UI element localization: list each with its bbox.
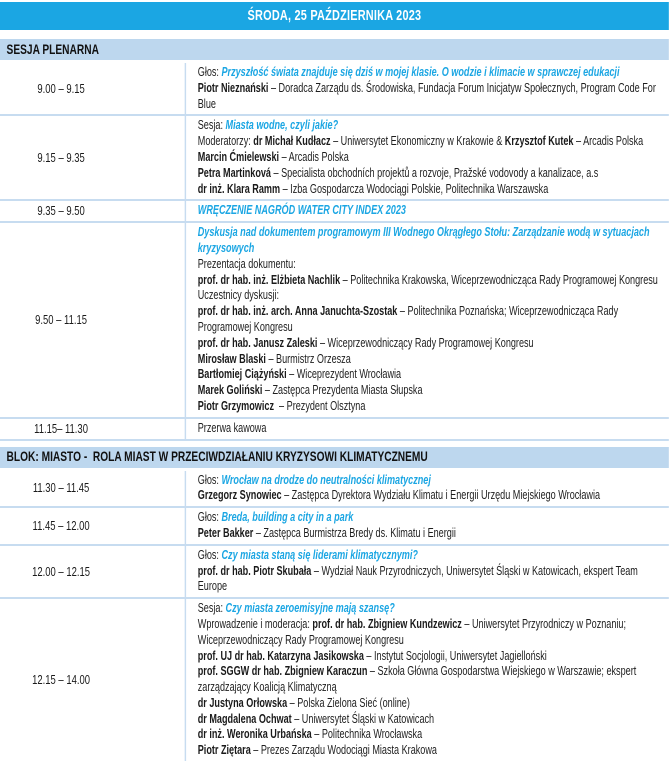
text-segment: dr inż. Klara Ramm — [197, 181, 281, 196]
text-segment: Piotr Nieznański — [197, 80, 269, 95]
text-segment: Krzysztof Kutek — [504, 134, 574, 149]
content-line — [198, 743, 665, 759]
content-cell — [186, 546, 669, 597]
text-segment: Uczestnicy dyskusji: — [197, 288, 280, 303]
time-cell: 9.50 – 11.15 — [0, 223, 186, 417]
section-rows — [0, 471, 669, 762]
time-cell: 11.15– 11.30 — [0, 419, 186, 439]
content-line — [198, 134, 665, 150]
text-segment: Głos: — [197, 472, 222, 487]
text-segment: dr Justyna Orłowska — [197, 695, 288, 710]
content-line — [198, 150, 665, 166]
content-cell — [186, 471, 669, 507]
schedule-row — [0, 546, 669, 599]
text-segment: WRĘCZENIE NAGRÓD WATER CITY INDEX 2023 — [197, 203, 406, 218]
content-cell — [186, 419, 669, 439]
content-line — [198, 336, 665, 352]
time-cell: 12.15 – 14.00 — [0, 599, 186, 761]
text-segment: – Arcadis Polska — [573, 134, 644, 149]
date-banner-text: ŚRODA, 25 PAŹDZIERNIKA 2023 — [247, 7, 422, 25]
section-title: BLOK: MIASTO - ROLA MIAST W PRZECIWDZIAŁANIU KRYZYSOWI KLIMATYCZNEMU — [6, 448, 428, 465]
text-segment: prof. dr hab. Zbigniew Kundzewicz — [312, 616, 462, 631]
text-segment: Głos: — [197, 510, 222, 525]
text-segment: prof. UJ dr hab. Katarzyna Jasikowska — [197, 648, 364, 663]
content-line — [198, 617, 665, 649]
content-line — [198, 510, 665, 526]
text-segment: prof. dr hab. inż. arch. Anna Januchta-Szostak — [197, 304, 398, 319]
content-cell — [186, 201, 669, 221]
text-segment: Czy miasta zeroemisyjne mają szansę? — [225, 601, 395, 616]
text-segment: Prezentacja dokumentu: — [197, 256, 296, 271]
content-line — [198, 399, 665, 415]
text-segment: Miasta wodne, czyli jakie? — [225, 118, 339, 133]
schedule-row — [0, 419, 669, 441]
time-cell: 9.00 – 9.15 — [0, 63, 186, 114]
text-segment: – Zastępca Prezydenta Miasta Słupska — [262, 383, 423, 398]
schedule-row — [0, 471, 669, 509]
schedule-row — [0, 201, 669, 223]
text-segment: – Izba Gospodarcza Wodociągi Polskie, Politechnika Warszawska — [280, 181, 549, 196]
text-segment: – Uniwersytet Śląski w Katowicach — [291, 711, 435, 726]
content-line — [198, 65, 665, 81]
text-segment: prof. dr hab. Janusz Zaleski — [197, 335, 318, 350]
text-segment: – Uniwersytet Ekonomiczny w Krakowie & — [330, 134, 505, 149]
content-line — [198, 273, 665, 289]
content-line — [198, 304, 665, 336]
agenda-section — [0, 39, 669, 441]
text-segment: prof. dr hab. Piotr Skubała — [197, 563, 312, 578]
content-line — [198, 473, 665, 489]
text-segment: – Politechnika Wrocławska — [311, 727, 423, 742]
text-segment: Dyskusja nad dokumentem programowym III Wodnego Okrągłego Stołu: Zarządzanie wodą w sytuacjach kryzysowych — [197, 225, 653, 255]
content-line — [198, 367, 665, 383]
text-segment: – Wiceprzewodniczący Rady Programowej Kongresu — [317, 335, 534, 350]
content-line — [198, 257, 665, 273]
text-segment: Peter Bakker — [197, 525, 254, 540]
agenda-sections — [0, 39, 669, 761]
text-segment: Sesja: — [197, 601, 226, 616]
text-segment: – Politechnika Poznańska; Wiceprzewodnicząca Rady Programowej Kongresu — [197, 304, 621, 334]
text-segment: – Arcadis Polska — [279, 149, 349, 164]
text-segment: – Instytut Socjologii, Uniwersytet Jagielloński — [363, 648, 547, 663]
text-segment: – Wiceprezydent Wrocławia — [286, 367, 402, 382]
text-segment: Piotr Grzymowicz — [197, 398, 274, 413]
text-segment: Petra Martinková — [197, 165, 271, 180]
content-line — [198, 649, 665, 665]
time-cell: 11.45 – 12.00 — [0, 508, 186, 544]
text-segment: Wprowadzenie i moderacja: — [197, 616, 313, 631]
text-segment: – Szkoła Główna Gospodarstwa Wiejskiego w Warszawie; ekspert zarządzający Koalicją Klimatyczną — [197, 664, 639, 695]
section-title: SESJA PLENARNA — [6, 40, 99, 57]
content-line — [198, 526, 665, 542]
content-line — [198, 225, 665, 257]
agenda-canvas — [0, 2, 669, 761]
schedule-row — [0, 599, 669, 761]
text-segment: Grzegorz Synowiec — [197, 488, 282, 503]
content-line — [198, 288, 665, 304]
content-line — [198, 712, 665, 728]
content-cell — [186, 116, 669, 199]
text-segment: dr Magdalena Ochwat — [197, 711, 292, 726]
text-segment: Piotr Ziętara — [197, 743, 251, 758]
text-segment: Przyszłość świata znajduje się dziś w mojej klasie. O wodzie i klimacie w sprawczej edukacji — [221, 65, 620, 79]
text-segment: Głos: — [197, 65, 222, 79]
text-segment: prof. SGGW dr hab. Zbigniew Karaczun — [197, 664, 368, 679]
time-cell: 9.35 – 9.50 — [0, 201, 186, 221]
text-segment: – Polska Zielona Sieć (online) — [287, 695, 410, 710]
text-segment: Sesja: — [197, 118, 226, 133]
content-cell — [186, 508, 669, 544]
content-cell — [186, 63, 669, 114]
text-segment: Czy miasta staną się liderami klimatycznymi? — [221, 547, 418, 562]
content-line — [198, 203, 665, 219]
text-segment: Bartłomiej Ciążyński — [197, 367, 287, 382]
text-segment: – Politechnika Krakowska, Wiceprzewodnicząca Rady Programowej Kongresu — [340, 272, 658, 287]
content-cell — [186, 223, 669, 417]
text-segment: Moderatorzy: — [197, 134, 254, 149]
content-cell — [186, 599, 669, 761]
content-line — [198, 727, 665, 743]
text-segment: Wrocław na drodze do neutralności klimatycznej — [221, 472, 431, 487]
section-rows — [0, 63, 669, 441]
time-cell: 9.15 – 9.35 — [0, 116, 186, 199]
text-segment: – Wydział Nauk Przyrodniczych, Uniwersytet Śląski w Katowicach, ekspert Team Europe — [197, 563, 641, 594]
text-segment: – Zastępca Dyrektora Wydziału Klimatu i Energii Urzędu Miejskiego Wrocławia — [281, 488, 601, 503]
schedule-row — [0, 63, 669, 116]
schedule-row — [0, 223, 669, 419]
time-cell: 12.00 – 12.15 — [0, 546, 186, 597]
content-line — [198, 696, 665, 712]
text-segment: prof. dr hab. inż. Elżbieta Nachlik — [197, 272, 341, 287]
text-segment: dr Michał Kudłacz — [253, 134, 331, 149]
content-line — [198, 564, 665, 596]
content-line — [198, 81, 665, 113]
content-line — [198, 421, 665, 437]
text-segment: – Prezes Zarządu Wodociągi Miasta Krakowa — [250, 743, 437, 758]
content-line — [198, 352, 665, 368]
text-segment: – Uniwersytet Przyrodniczy w Poznaniu; Wiceprzewodniczący Rady Programowej Kongresu — [197, 616, 629, 647]
text-segment: Marcin Ćmielewski — [197, 149, 280, 164]
text-segment: Mirosław Blaski — [197, 351, 266, 366]
section-header — [0, 39, 669, 60]
content-line — [198, 166, 665, 182]
text-segment: – Zastępca Burmistrza Bredy ds. Klimatu i Energii — [253, 525, 456, 540]
content-line — [198, 548, 665, 564]
date-banner — [0, 2, 669, 30]
text-segment: – Burmistrz Orzesza — [265, 351, 351, 366]
schedule-row — [0, 116, 669, 201]
text-segment: – Prezydent Olsztyna — [273, 398, 366, 413]
content-line — [198, 601, 665, 617]
time-cell: 11.30 – 11.45 — [0, 471, 186, 507]
schedule-row — [0, 508, 669, 546]
text-segment: Breda, building a city in a park — [221, 510, 354, 525]
text-segment: – Doradca Zarządu ds. Środowiska, Fundacja Forum Inicjatyw Społecznych, Program Code For Blue — [197, 80, 659, 111]
section-header — [0, 447, 669, 468]
text-segment: – Specialista obchodních projektů a rozvoje, Pražské vodovody a kanalizace, a.s — [270, 165, 599, 180]
content-line — [198, 664, 665, 696]
text-segment: Głos: — [197, 547, 222, 562]
content-line — [198, 383, 665, 399]
text-segment: dr inż. Weronika Urbańska — [197, 727, 312, 742]
content-line — [198, 118, 665, 134]
text-segment: Marek Goliński — [197, 383, 263, 398]
agenda-section — [0, 447, 669, 762]
content-line — [198, 488, 665, 504]
content-line — [198, 182, 665, 198]
text-segment: Przerwa kawowa — [197, 420, 267, 435]
